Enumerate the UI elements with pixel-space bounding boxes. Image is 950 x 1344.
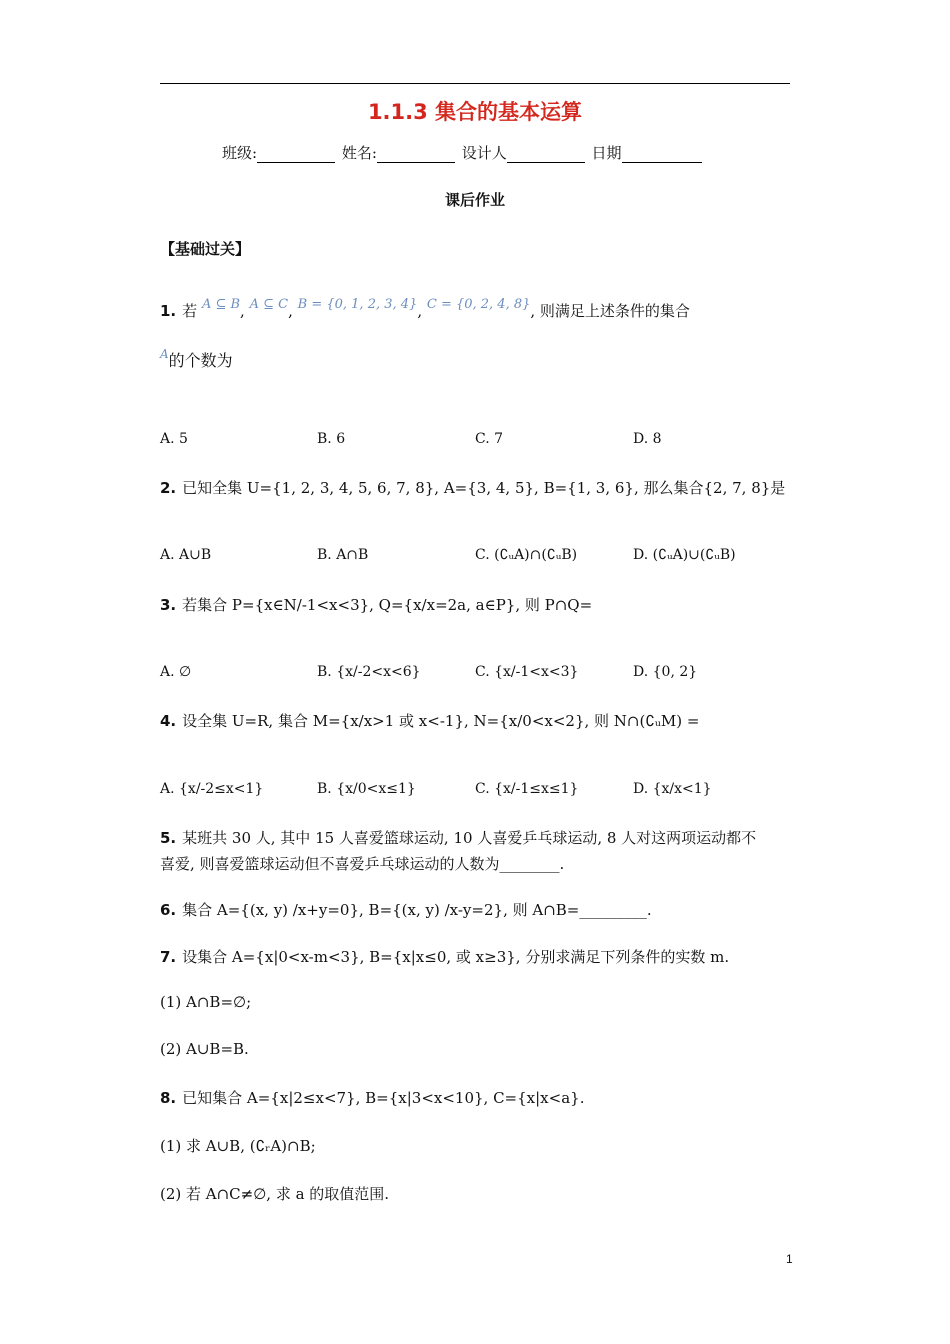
q4-option-b: B. {x/0<x≤1}: [317, 781, 416, 797]
question-number: 7.: [160, 948, 177, 966]
q4-option-a: A. {x/-2≤x<1}: [160, 781, 264, 797]
page-title: 1.1.3 集合的基本运算: [367, 100, 583, 124]
q1-option-b: B. 6: [317, 431, 346, 447]
designer-label: 设计人: [461, 144, 507, 162]
q2-option-c: C. (∁ᵤA)∩(∁ᵤB): [475, 547, 578, 563]
section-heading: 【基础过关】: [160, 240, 251, 258]
q1-option-d: D. 8: [633, 431, 662, 447]
date-label: 日期: [591, 144, 622, 162]
q1-option-a: A. 5: [160, 431, 188, 447]
q1-suffix: , 则满足上述条件的集合: [530, 302, 690, 320]
question-5: [160, 827, 756, 848]
q8-text: 已知集合 A={x|2≤x<7}, B={x|3<x<10}, C={x|x<a}.: [182, 1089, 585, 1107]
question-1-line-2: [160, 348, 233, 371]
q3-text: 若集合 P={x∈N/-1<x<3}, Q={x/x=2a, a∈P}, 则 P∩Q=: [182, 596, 593, 614]
q3-option-d: D. {0, 2}: [633, 664, 698, 680]
q1-line2-text: 的个数为: [168, 351, 233, 370]
q1-math-4: C = {0, 2, 4, 8}: [426, 297, 531, 312]
q8-part-1: (1) 求 A∪B, (∁ᵣA)∩B;: [160, 1137, 316, 1155]
q1-math-3: B = {0, 1, 2, 3, 4}: [297, 297, 418, 312]
student-info-row: [222, 142, 704, 163]
class-blank: [257, 146, 335, 163]
q8-part-2: (2) 若 A∩C≠∅, 求 a 的取值范围.: [160, 1185, 390, 1203]
q7-part-1: (1) A∩B=∅;: [160, 993, 252, 1011]
q1-line2-math: A: [160, 347, 169, 361]
question-number: 3.: [160, 596, 177, 614]
name-label: 姓名:: [341, 144, 377, 162]
class-label: 班级:: [222, 144, 258, 162]
question-3: [160, 594, 592, 615]
question-number: 5.: [160, 829, 177, 847]
page-number: 1: [786, 1252, 793, 1266]
q2-text: 已知全集 U={1, 2, 3, 4, 5, 6, 7, 8}, A={3, 4, 5}, B={1, 3, 6}, 那么集合{2, 7, 8}是: [182, 479, 786, 497]
question-4: [160, 710, 699, 731]
q2-option-d: D. (∁ᵤA)∪(∁ᵤB): [633, 547, 736, 563]
q6-text: 集合 A={(x, y) /x+y=0}, B={(x, y) /x-y=2}, 则 A∩B=_________.: [182, 901, 652, 919]
question-6: [160, 899, 652, 920]
question-number: 2.: [160, 479, 177, 497]
q2-option-a: A. A∪B: [160, 547, 212, 563]
q3-option-c: C. {x/-1<x<3}: [475, 664, 579, 680]
q5-line-1: 某班共 30 人, 其中 15 人喜爱篮球运动, 10 人喜爱乒乓球运动, 8 人对这两项运动都不: [182, 829, 757, 847]
question-1: 1. 若 A ⊆ B, A ⊆ C, B = {0, 1, 2, 3, 4}, C = {0, 2, 4, 8}, 则满足上述条件的集合: [160, 297, 690, 320]
question-5-line-2: 喜爱, 则喜爱篮球运动但不喜爱乒乓球运动的人数为________.: [160, 855, 565, 873]
q4-text: 设全集 U=R, 集合 M={x/x>1 或 x<-1}, N={x/0<x<2}, 则 N∩(∁ᵤM) =: [182, 712, 700, 730]
question-number: 6.: [160, 901, 177, 919]
question-number: 1.: [160, 302, 177, 320]
q2-option-b: B. A∩B: [317, 547, 369, 563]
q4-option-c: C. {x/-1≤x≤1}: [475, 781, 579, 797]
q1-math-2: A ⊆ C: [249, 297, 289, 312]
section-subtitle: 课后作业: [444, 191, 505, 209]
q3-option-a: A. ∅: [160, 664, 192, 680]
question-number: 8.: [160, 1089, 177, 1107]
q4-option-d: D. {x/x<1}: [633, 781, 712, 797]
question-number: 4.: [160, 712, 177, 730]
q7-text: 设集合 A={x|0<x-m<3}, B={x|x≤0, 或 x≥3}, 分别求满足下列条件的实数 m.: [182, 948, 730, 966]
q1-prefix: 若: [182, 302, 198, 320]
name-blank: [377, 146, 455, 163]
q1-math-1: A ⊆ B: [201, 297, 241, 312]
designer-blank: [507, 146, 585, 163]
question-8: [160, 1087, 584, 1108]
q1-option-c: C. 7: [475, 431, 504, 447]
header-rule: [160, 83, 790, 84]
q3-option-b: B. {x/-2<x<6}: [317, 664, 421, 680]
question-7: [160, 946, 729, 967]
question-2: [160, 477, 785, 498]
q7-part-2: (2) A∪B=B.: [160, 1040, 249, 1058]
date-blank: [622, 146, 702, 163]
